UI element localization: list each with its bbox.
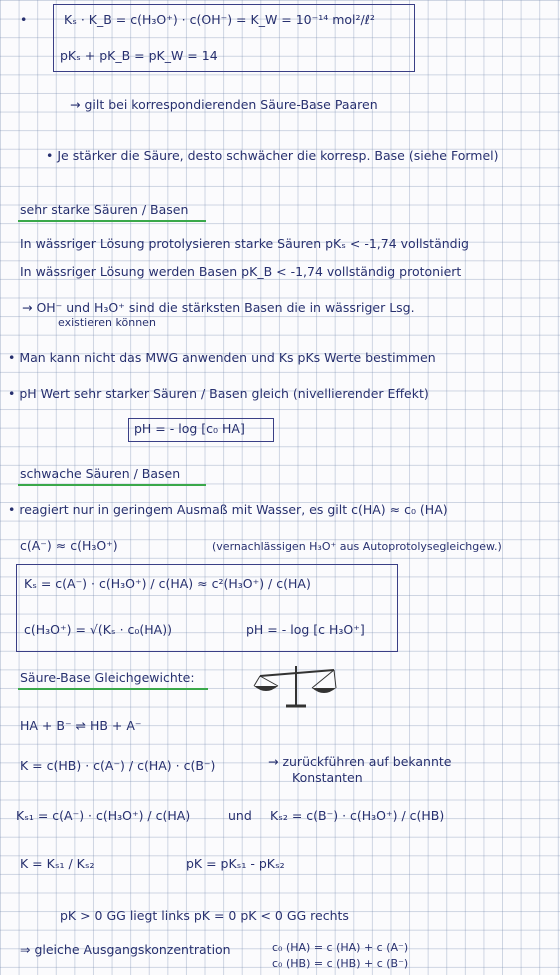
k-note-2: Konstanten	[292, 770, 363, 785]
kw-equation: Kₛ · K_B = c(H₃O⁺) · c(OH⁻) = K_W = 10⁻¹⁴ mol²/ℓ²	[64, 12, 375, 27]
strong-line-3b: existieren können	[58, 316, 156, 329]
heading-weak: schwache Säuren / Basen	[20, 466, 181, 481]
k-ratio: K = Kₛ₁ / Kₛ₂	[20, 856, 95, 871]
balance-scale-icon	[250, 660, 340, 710]
strong-line-1: In wässriger Lösung protolysieren starke Säuren pKₛ < -1,74 vollständig	[20, 236, 469, 251]
weak-line-2-note: (vernachlässigen H₃O⁺ aus Autoprotolysegleichgew.)	[212, 540, 502, 553]
und-text: und	[228, 808, 252, 823]
start-conc: ⇒ gleiche Ausgangskonzentration	[20, 942, 231, 957]
ks2-formula: Kₛ₂ = c(B⁻) · c(H₃O⁺) / c(HB)	[270, 808, 445, 823]
pk-cases: pK > 0 GG liegt links pK = 0 pK < 0 GG rechts	[60, 908, 349, 923]
weak-line-1: • reagiert nur in geringem Ausmaß mit Wasser, es gilt c(HA) ≈ c₀ (HA)	[8, 502, 448, 517]
pk-formula: pK = pKₛ₁ - pKₛ₂	[186, 856, 285, 871]
pkw-equation: pKₛ + pK_B = pK_W = 14	[60, 48, 218, 63]
note-stronger-acid: • Je stärker die Säure, desto schwächer die korresp. Base (siehe Formel)	[46, 148, 499, 163]
strong-line-4: • Man kann nicht das MWG anwenden und Ks pKs Werte bestimmen	[8, 350, 436, 365]
strong-line-2: In wässriger Lösung werden Basen pK_B < -1,74 vollständig protoniert	[20, 264, 462, 279]
ks-formula: Kₛ = c(A⁻) · c(H₃O⁺) / c(HA) ≈ c²(H₃O⁺) / c(HA)	[24, 576, 311, 591]
weak-line-2: c(A⁻) ≈ c(H₃O⁺)	[20, 538, 118, 553]
heading-strong: sehr starke Säuren / Basen	[20, 202, 189, 217]
ph-formula: pH = - log [c₀ HA]	[134, 421, 245, 436]
heading-weak-underline	[18, 484, 206, 486]
note-conjugate-pairs: → gilt bei korrespondierenden Säure-Base Paaren	[70, 97, 378, 112]
bullet: •	[20, 12, 28, 27]
c0-ha: c₀ (HA) = c (HA) + c (A⁻)	[272, 941, 409, 954]
reaction-equation: HA + B⁻ ⇌ HB + A⁻	[20, 718, 142, 733]
strong-line-5: • pH Wert sehr starker Säuren / Basen gleich (nivellierender Effekt)	[8, 386, 429, 401]
h3o-formula: c(H₃O⁺) = √(Kₛ · c₀(HA))	[24, 622, 172, 637]
heading-equilibrium: Säure-Base Gleichgewichte:	[20, 670, 195, 685]
k-note-1: → zurückführen auf bekannte	[268, 754, 452, 769]
strong-line-3: → OH⁻ und H₃O⁺ sind die stärksten Basen die in wässriger Lsg.	[22, 300, 415, 315]
heading-strong-underline	[18, 220, 206, 222]
heading-equilibrium-underline	[18, 688, 208, 690]
k-formula: K = c(HB) · c(A⁻) / c(HA) · c(B⁻)	[20, 758, 216, 773]
ks1-formula: Kₛ₁ = c(A⁻) · c(H₃O⁺) / c(HA)	[16, 808, 191, 823]
ph-weak-formula: pH = - log [c H₃O⁺]	[246, 622, 365, 637]
c0-hb: c₀ (HB) = c (HB) + c (B⁻)	[272, 957, 409, 970]
